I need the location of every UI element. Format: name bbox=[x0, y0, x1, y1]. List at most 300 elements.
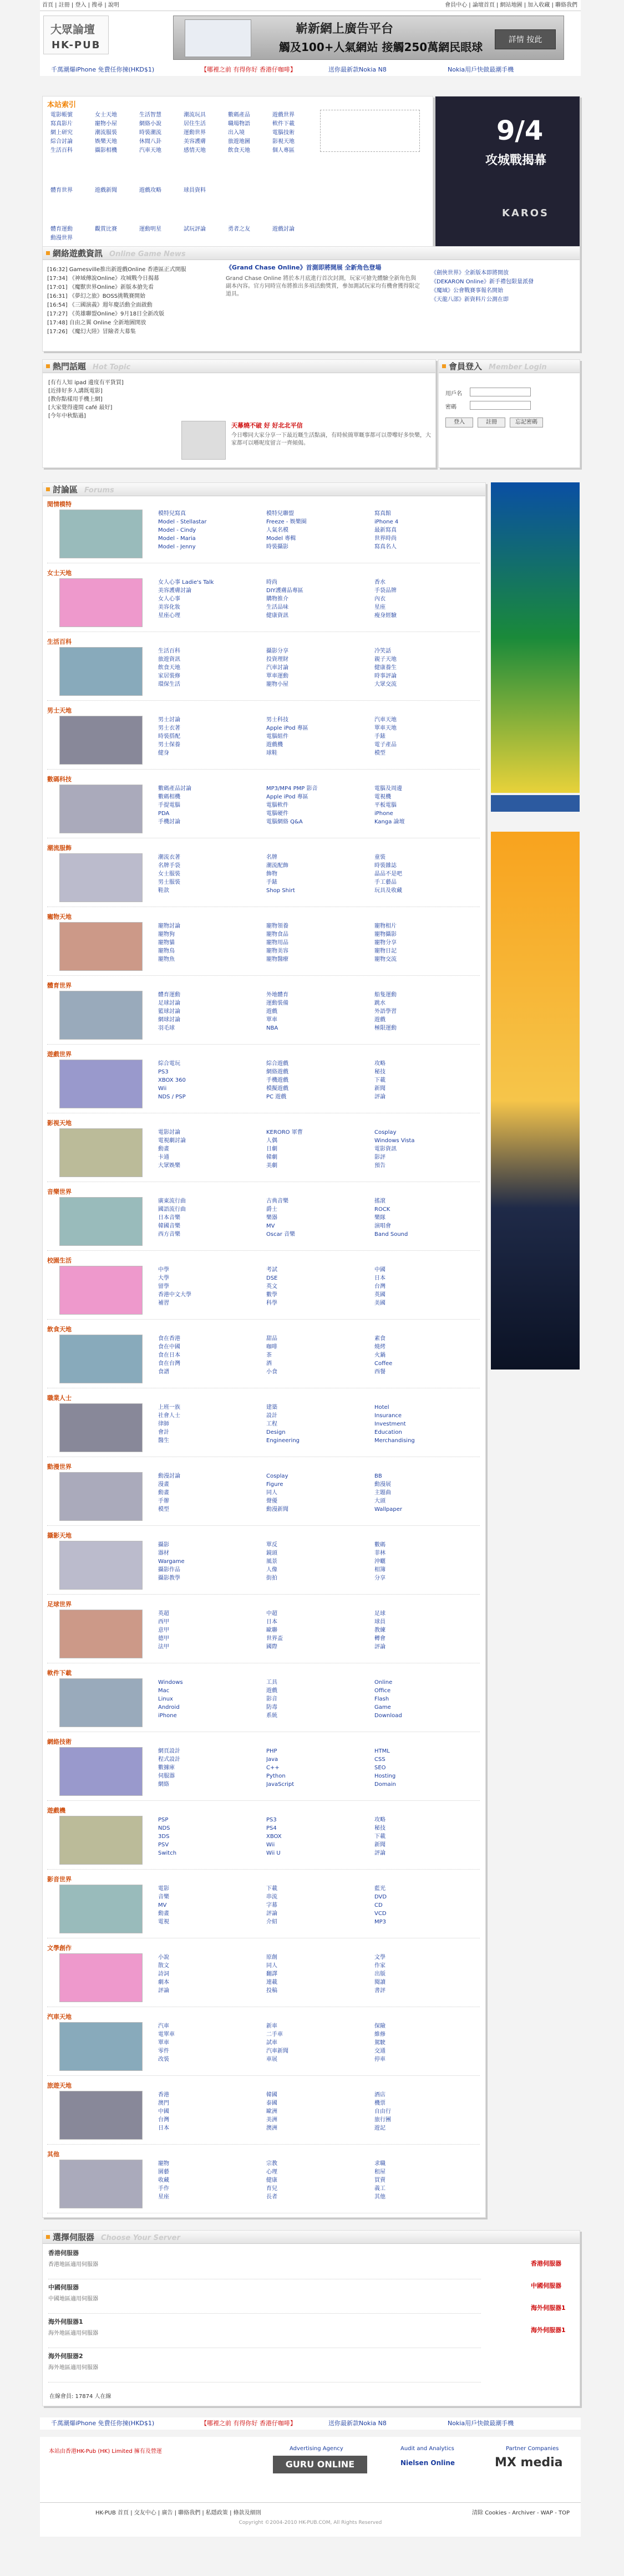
banner-button[interactable]: 詳情 按此 bbox=[495, 29, 556, 49]
forum-link[interactable]: 動畫 bbox=[158, 1490, 169, 1496]
forum-link[interactable]: Wii bbox=[158, 1086, 167, 1092]
forum-link[interactable]: 音樂 bbox=[158, 1894, 169, 1900]
forum-link[interactable]: 意甲 bbox=[158, 1627, 169, 1633]
forum-thumbnail[interactable] bbox=[59, 2160, 143, 2208]
hot-item[interactable]: [大家覺得邊間 café 最好] bbox=[48, 405, 113, 411]
forum-link[interactable]: 英文 bbox=[266, 1284, 277, 1290]
forum-link[interactable]: 韓國音樂 bbox=[158, 1223, 180, 1229]
forum-link[interactable]: 數據庫 bbox=[158, 1765, 175, 1771]
forum-link[interactable]: 英國 bbox=[374, 1292, 385, 1298]
forum-link[interactable]: 求職 bbox=[374, 2161, 385, 2167]
forum-thumbnail[interactable] bbox=[59, 1266, 143, 1315]
forum-link[interactable]: PHP bbox=[266, 1748, 277, 1754]
index-feature-image[interactable] bbox=[320, 110, 420, 152]
forum-link[interactable]: 寵物攝影 bbox=[374, 931, 397, 938]
forum-link[interactable]: 防毒 bbox=[266, 1704, 277, 1710]
forum-link[interactable]: 購物推介 bbox=[266, 596, 288, 602]
forum-link[interactable]: 留學 bbox=[158, 1284, 169, 1290]
forum-thumbnail[interactable] bbox=[59, 1128, 143, 1177]
forum-category-name[interactable]: 飲食天地 bbox=[47, 1326, 72, 1333]
forum-thumbnail[interactable] bbox=[59, 1060, 143, 1108]
promo-link[interactable]: 【哪裡之前 有得你好 香港仔咖啡】 bbox=[201, 66, 296, 73]
forum-link[interactable]: Flash bbox=[374, 1696, 389, 1702]
forum-link[interactable]: 網球討論 bbox=[158, 1017, 180, 1023]
forum-link[interactable]: 電影 bbox=[158, 1886, 169, 1892]
forum-link[interactable]: 文學 bbox=[374, 1954, 385, 1961]
forum-link[interactable]: SEO bbox=[374, 1765, 386, 1771]
forum-link[interactable]: CD bbox=[374, 1902, 383, 1908]
forum-link[interactable]: MV bbox=[266, 1223, 275, 1229]
forum-link[interactable]: 體育運動 bbox=[158, 992, 180, 998]
forum-link[interactable]: 評論 bbox=[374, 1094, 385, 1100]
index-link[interactable]: 攝影相機 bbox=[95, 147, 117, 154]
forum-link[interactable]: 評論 bbox=[374, 1850, 385, 1856]
forum-link[interactable]: 外地體育 bbox=[266, 992, 288, 998]
forum-link[interactable]: 遊戲 bbox=[266, 1688, 277, 1694]
forum-link[interactable]: 散文 bbox=[158, 1963, 169, 1969]
forum-link[interactable]: 會計 bbox=[158, 1429, 169, 1435]
forum-link[interactable]: 主題曲 bbox=[374, 1490, 391, 1496]
forum-link[interactable]: KERORO 軍曹 bbox=[266, 1129, 303, 1136]
forum-link[interactable]: 電影資訊 bbox=[374, 1146, 397, 1152]
forum-link[interactable]: 長者 bbox=[266, 2194, 277, 2200]
forum-link[interactable]: Freeze - 娛樂圈 bbox=[266, 519, 307, 525]
forum-link[interactable]: 美容護膚討論 bbox=[158, 588, 191, 594]
forum-link[interactable]: 建築 bbox=[266, 1404, 277, 1411]
forum-link[interactable]: 模擬遊戲 bbox=[266, 1086, 288, 1092]
forum-link[interactable]: 香水 bbox=[374, 579, 385, 586]
forum-link[interactable]: 綜合遊戲 bbox=[266, 1061, 288, 1067]
forum-thumbnail[interactable] bbox=[59, 853, 143, 902]
forum-link[interactable]: 美國 bbox=[374, 1300, 385, 1306]
forum-category-name[interactable]: 攝影天地 bbox=[47, 1532, 72, 1539]
forum-category-name[interactable]: 遊戲機 bbox=[47, 1807, 65, 1814]
forum-link[interactable]: 香港中文大學 bbox=[158, 1292, 191, 1298]
forum-link[interactable]: Shop Shirt bbox=[266, 888, 295, 894]
forum-link[interactable]: Apple iPod 專區 bbox=[266, 794, 308, 800]
forum-link[interactable]: Insurance bbox=[374, 1413, 402, 1419]
news-item[interactable]: [16:32] Gamesville推出新遊戲Online 香港區正式開服 bbox=[47, 267, 186, 273]
forum-link[interactable]: 寵物領養 bbox=[266, 923, 288, 929]
forum-link[interactable]: 設計 bbox=[266, 1413, 277, 1419]
forum-category-name[interactable]: 影視天地 bbox=[47, 1119, 72, 1127]
forum-thumbnail[interactable] bbox=[59, 785, 143, 833]
index-sub2-link[interactable]: 體育運動 bbox=[50, 226, 73, 232]
index-link[interactable]: 娛樂天地 bbox=[95, 139, 117, 145]
forum-link[interactable]: 外語學習 bbox=[374, 1009, 397, 1015]
forum-link[interactable]: 電影討論 bbox=[158, 1129, 180, 1136]
forum-link[interactable]: 聲優 bbox=[266, 1498, 277, 1504]
index-link[interactable]: 軟件下載 bbox=[272, 121, 295, 127]
top-nav-right[interactable]: 會員中心 | 論壇首頁 | 網站地圖 | 加入收藏 | 聯絡我們 bbox=[445, 2, 577, 8]
forum-link[interactable]: 手機討論 bbox=[158, 819, 180, 825]
forum-link[interactable]: ROCK bbox=[374, 1206, 390, 1213]
forum-link[interactable]: 程式設計 bbox=[158, 1757, 180, 1763]
forum-link[interactable]: 男士保養 bbox=[158, 742, 180, 748]
server-label[interactable]: 海外伺服器1 bbox=[531, 2326, 566, 2334]
forum-link[interactable]: Domain bbox=[374, 1781, 396, 1788]
forum-link[interactable]: 投稿 bbox=[266, 1988, 277, 1994]
forum-link[interactable]: 時裝攝影 bbox=[266, 544, 288, 550]
forum-link[interactable]: 社會人士 bbox=[158, 1413, 180, 1419]
forum-thumbnail[interactable] bbox=[59, 1816, 143, 1865]
forum-link[interactable]: 手機遊戲 bbox=[266, 1077, 288, 1083]
forum-link[interactable]: 數碼相機 bbox=[158, 794, 180, 800]
forum-link[interactable]: Model - Jenny bbox=[158, 544, 196, 550]
forum-link[interactable]: 預告 bbox=[374, 1163, 385, 1169]
index-link[interactable]: 飲食天地 bbox=[228, 147, 250, 154]
forum-link[interactable]: 大學 bbox=[158, 1275, 169, 1281]
forum-link[interactable]: 寵物小屋 bbox=[266, 681, 288, 688]
forum-link[interactable]: 影評 bbox=[374, 1154, 385, 1160]
forum-link[interactable]: 運動裝備 bbox=[266, 1000, 288, 1006]
index-link[interactable]: 生活百科 bbox=[50, 147, 73, 154]
forum-link[interactable]: Wargame bbox=[158, 1559, 185, 1565]
forum-link[interactable]: 相簿 bbox=[374, 1567, 385, 1573]
forum-link[interactable]: 足球討論 bbox=[158, 1000, 180, 1006]
forum-link[interactable]: 寵物美容 bbox=[266, 948, 288, 954]
forum-link[interactable]: Java bbox=[266, 1757, 278, 1763]
forum-link[interactable]: Python bbox=[266, 1773, 286, 1779]
forum-link[interactable]: 台灣 bbox=[374, 1284, 385, 1290]
forum-link[interactable]: 寫真館 bbox=[374, 511, 391, 517]
forum-link[interactable]: 世界時尚 bbox=[374, 536, 397, 542]
forum-link[interactable]: 羽毛球 bbox=[158, 1025, 175, 1031]
forum-thumbnail[interactable] bbox=[59, 1747, 143, 1796]
forum-thumbnail[interactable] bbox=[59, 1678, 143, 1727]
forum-link[interactable]: 單車 bbox=[158, 2040, 169, 2046]
forum-link[interactable]: 球員 bbox=[374, 1619, 385, 1625]
forum-link[interactable]: 健身 bbox=[158, 750, 169, 756]
forum-link[interactable]: PS4 bbox=[266, 1825, 277, 1831]
forum-link[interactable]: PSV bbox=[158, 1842, 169, 1848]
forum-link[interactable]: 大眾娛樂 bbox=[158, 1163, 180, 1169]
promo-link[interactable]: 送你最新款Nokia N8 bbox=[328, 66, 387, 73]
forum-link[interactable]: iPhone 4 bbox=[374, 519, 399, 525]
forum-link[interactable]: 上班一族 bbox=[158, 1404, 180, 1411]
forum-link[interactable]: 單車 bbox=[266, 1017, 277, 1023]
forum-link[interactable]: 美容化妝 bbox=[158, 604, 180, 610]
news-item[interactable]: [17:26] 《魔幻大陸》冒險者大募集 bbox=[47, 329, 136, 335]
forum-link[interactable]: 電腦網絡 Q&A bbox=[266, 819, 303, 825]
forum-link[interactable]: 素食 bbox=[374, 1336, 385, 1342]
forum-link[interactable]: 歐洲 bbox=[266, 2109, 277, 2115]
forum-link[interactable]: 寵物日記 bbox=[374, 948, 397, 954]
forum-link[interactable]: 英超 bbox=[158, 1611, 169, 1617]
game-ad[interactable] bbox=[435, 96, 580, 262]
forum-link[interactable]: 3DS bbox=[158, 1834, 170, 1840]
forum-category-name[interactable]: 文學創作 bbox=[47, 1944, 72, 1952]
forum-link[interactable]: 生活百科 bbox=[158, 648, 180, 654]
forum-link[interactable]: 台灣 bbox=[158, 2117, 169, 2123]
index-link[interactable]: 寵物小屋 bbox=[95, 121, 117, 127]
forum-link[interactable]: 電子產品 bbox=[374, 742, 397, 748]
forum-link[interactable]: 沖曬 bbox=[374, 1559, 385, 1565]
forum-link[interactable]: 男士科技 bbox=[266, 717, 288, 723]
forum-category-name[interactable]: 閒情模特 bbox=[47, 501, 72, 508]
forum-link[interactable]: 人像 bbox=[266, 1567, 277, 1573]
forum-link[interactable]: 街拍 bbox=[266, 1575, 277, 1581]
forum-link[interactable]: 西餐 bbox=[374, 1369, 385, 1375]
forum-link[interactable]: PS3 bbox=[158, 1069, 169, 1075]
forum-link[interactable]: 生活品味 bbox=[266, 604, 288, 610]
forum-link[interactable]: 寵物醫療 bbox=[266, 956, 288, 963]
forum-link[interactable]: 小食 bbox=[266, 1369, 277, 1375]
forum-link[interactable]: 日本 bbox=[266, 1619, 277, 1625]
forum-link[interactable]: HTML bbox=[374, 1748, 390, 1754]
index-link[interactable]: 職場物語 bbox=[228, 121, 250, 127]
forum-link[interactable]: XBOX 360 bbox=[158, 1077, 186, 1083]
forum-link[interactable]: 中國 bbox=[158, 2109, 169, 2115]
forum-link[interactable]: 寵物用品 bbox=[266, 940, 288, 946]
forum-link[interactable]: PSP bbox=[158, 1817, 169, 1823]
forum-link[interactable]: Android bbox=[158, 1704, 180, 1710]
forum-link[interactable]: Oscar 音樂 bbox=[266, 1231, 295, 1238]
index-link[interactable]: 寫真影片 bbox=[50, 121, 73, 127]
news-right-item[interactable]: 《劍俠世界》全新版本即將開放 bbox=[431, 270, 509, 276]
forum-link[interactable]: 書評 bbox=[374, 1988, 385, 1994]
forum-link[interactable]: MP3/MP4 PMP 影音 bbox=[266, 786, 318, 792]
forum-thumbnail[interactable] bbox=[59, 1953, 143, 2002]
forum-link[interactable]: PDA bbox=[158, 811, 170, 817]
forum-link[interactable]: NBA bbox=[266, 1025, 278, 1031]
forum-link[interactable]: 零件 bbox=[158, 2048, 169, 2054]
forum-link[interactable]: 電腦軟件 bbox=[266, 802, 288, 808]
forum-link[interactable]: Model 專輯 bbox=[266, 536, 296, 542]
forum-link[interactable]: Online bbox=[374, 1679, 393, 1686]
index-link[interactable]: 旅遊地圖 bbox=[228, 139, 250, 145]
forum-link[interactable]: 樂隊 bbox=[374, 1215, 385, 1221]
forum-link[interactable]: VCD bbox=[374, 1911, 387, 1917]
forum-link[interactable]: 網絡遊戲 bbox=[266, 1069, 288, 1075]
forum-link[interactable]: 電腦硬件 bbox=[266, 811, 288, 817]
forum-link[interactable]: 手工藝品 bbox=[374, 879, 397, 885]
forum-link[interactable]: 茶 bbox=[266, 1352, 272, 1358]
forum-link[interactable]: 大頭 bbox=[374, 1498, 385, 1504]
forum-link[interactable]: PS3 bbox=[266, 1817, 277, 1823]
index-sub2-link[interactable]: 觀賞比賽 bbox=[95, 226, 117, 232]
forum-link[interactable]: 新聞 bbox=[374, 1086, 385, 1092]
forum-thumbnail[interactable] bbox=[59, 991, 143, 1040]
forum-link[interactable]: 寵物 bbox=[158, 2161, 169, 2167]
forum-link[interactable]: 攝影教學 bbox=[158, 1575, 180, 1581]
forum-link[interactable]: Kanga 論壇 bbox=[374, 819, 405, 825]
forum-link[interactable]: 人氣名模 bbox=[266, 527, 288, 533]
forum-link[interactable]: 秘技 bbox=[374, 1069, 385, 1075]
forum-link[interactable]: 收藏 bbox=[158, 2177, 169, 2183]
forum-link[interactable]: 模特兒聯盟 bbox=[266, 511, 294, 517]
forum-link[interactable]: 轉會 bbox=[374, 1636, 385, 1642]
forum-link[interactable]: 澳門 bbox=[158, 2100, 169, 2106]
forum-link[interactable]: 串流 bbox=[266, 1894, 277, 1900]
index-link[interactable]: 居住生活 bbox=[184, 121, 206, 127]
index-link[interactable]: 出入境 bbox=[228, 130, 245, 136]
forum-thumbnail[interactable] bbox=[59, 922, 143, 971]
forum-link[interactable]: 閱讀 bbox=[374, 1979, 385, 1986]
forum-link[interactable]: 船隻運動 bbox=[374, 992, 397, 998]
forum-link[interactable]: 宗教 bbox=[266, 2161, 277, 2167]
forum-link[interactable]: 火鍋 bbox=[374, 1352, 385, 1358]
forum-link[interactable]: 網頁設計 bbox=[158, 1748, 180, 1754]
forum-link[interactable]: 下載 bbox=[374, 1834, 385, 1840]
forum-thumbnail[interactable] bbox=[59, 578, 143, 627]
server-label[interactable]: 香港伺服器 bbox=[531, 2260, 561, 2267]
index-link[interactable]: 女士天地 bbox=[95, 112, 117, 118]
forum-link[interactable]: Linux bbox=[158, 1696, 173, 1702]
forum-link[interactable]: MP3 bbox=[374, 1919, 387, 1925]
forum-link[interactable]: 籃球討論 bbox=[158, 1009, 180, 1015]
forum-category-name[interactable]: 動漫世界 bbox=[47, 1463, 72, 1470]
forum-category-name[interactable]: 軟件下載 bbox=[47, 1669, 72, 1677]
forum-link[interactable]: 足球 bbox=[374, 1611, 385, 1617]
register-button[interactable]: 註冊 bbox=[478, 418, 505, 427]
forum-link[interactable]: 詩詞 bbox=[158, 1971, 169, 1977]
forum-thumbnail[interactable] bbox=[59, 1541, 143, 1590]
forum-link[interactable]: 美洲 bbox=[266, 2117, 277, 2123]
forum-thumbnail[interactable] bbox=[59, 2091, 143, 2140]
forum-link[interactable]: 遊記 bbox=[374, 2125, 385, 2131]
forum-category-name[interactable]: 音樂世界 bbox=[47, 1188, 72, 1195]
login-button[interactable]: 登入 bbox=[445, 418, 473, 427]
index-link[interactable]: 電影帳號 bbox=[50, 112, 73, 118]
forum-link[interactable]: 平板電腦 bbox=[374, 802, 397, 808]
site-logo[interactable] bbox=[43, 16, 109, 54]
forum-category-name[interactable]: 體育世界 bbox=[47, 982, 72, 989]
forum-link[interactable]: 中國 bbox=[374, 1267, 385, 1273]
forum-link[interactable]: 汽車討論 bbox=[266, 665, 288, 671]
news-right-item[interactable]: 《魔域》公會戰賽事報名開始 bbox=[431, 288, 503, 294]
password-input[interactable] bbox=[470, 401, 531, 410]
forum-link[interactable]: JavaScript bbox=[266, 1781, 295, 1788]
forum-link[interactable]: DVD bbox=[374, 1894, 387, 1900]
index-sub-link[interactable]: 體育世界 bbox=[50, 187, 73, 194]
forum-link[interactable]: 星座 bbox=[374, 604, 385, 610]
forum-category-name[interactable]: 職業人士 bbox=[47, 1394, 72, 1402]
forum-link[interactable]: PC 遊戲 bbox=[266, 1094, 287, 1100]
forum-link[interactable]: 時尚 bbox=[266, 579, 277, 586]
forum-link[interactable]: 韓劇 bbox=[266, 1154, 277, 1160]
forum-link[interactable]: 世界盃 bbox=[266, 1636, 283, 1642]
forum-link[interactable]: 劇本 bbox=[158, 1979, 169, 1986]
forum-link[interactable]: 搖滾 bbox=[374, 1198, 385, 1204]
forum-link[interactable]: 手錶 bbox=[266, 879, 277, 885]
forum-link[interactable]: 潮流配飾 bbox=[266, 863, 288, 869]
forum-link[interactable]: 同人 bbox=[266, 1963, 277, 1969]
forum-link[interactable]: 國語流行曲 bbox=[158, 1206, 186, 1213]
forum-link[interactable]: 韓國 bbox=[266, 2092, 277, 2098]
forum-link[interactable]: 香港 bbox=[158, 2092, 169, 2098]
forum-link[interactable]: 評論 bbox=[158, 1988, 169, 1994]
forum-link[interactable]: 買賣 bbox=[374, 2177, 385, 2183]
forum-link[interactable]: 家居裝修 bbox=[158, 673, 180, 679]
forum-link[interactable]: 內衣 bbox=[374, 596, 385, 602]
forum-link[interactable]: 考試 bbox=[266, 1267, 277, 1273]
forum-link[interactable]: 食譜 bbox=[158, 1369, 169, 1375]
forum-link[interactable]: Education bbox=[374, 1429, 402, 1435]
forum-link[interactable]: 維修 bbox=[374, 2032, 385, 2038]
forum-link[interactable]: 電視機 bbox=[374, 794, 391, 800]
forum-link[interactable]: 工具 bbox=[266, 1679, 277, 1686]
forum-link[interactable]: iPhone bbox=[158, 1713, 177, 1719]
forum-link[interactable]: 國際 bbox=[266, 1644, 277, 1650]
forum-link[interactable]: Cosplay bbox=[266, 1473, 288, 1479]
index-link[interactable]: 潮流服裝 bbox=[95, 130, 117, 136]
forum-link[interactable]: 手提電腦 bbox=[158, 802, 180, 808]
forum-link[interactable]: 二手車 bbox=[266, 2032, 283, 2038]
forum-link[interactable]: Coffee bbox=[374, 1361, 393, 1367]
forum-link[interactable]: 下載 bbox=[266, 1886, 277, 1892]
forum-link[interactable]: 女人心事 bbox=[158, 596, 180, 602]
forum-link[interactable]: Wallpaper bbox=[374, 1506, 403, 1513]
forum-link[interactable]: 攻略 bbox=[374, 1817, 385, 1823]
forum-thumbnail[interactable] bbox=[59, 1610, 143, 1658]
news-item[interactable]: [16:54] 《三國演義》週年慶活動全面啟動 bbox=[47, 302, 153, 308]
hot-item[interactable]: [近排好多人講既電影] bbox=[48, 388, 103, 394]
forum-link[interactable]: 旅行團 bbox=[374, 2117, 391, 2123]
top-nav-left[interactable]: 首頁 | 註冊 | 登入 | 搜尋 | 說明 bbox=[42, 2, 119, 8]
news-right-item[interactable]: 《天龍八部》新資料片公測在即 bbox=[431, 297, 509, 303]
forum-link[interactable]: 德甲 bbox=[158, 1636, 169, 1642]
forum-link[interactable]: 手錶 bbox=[374, 734, 385, 740]
forum-link[interactable]: 時裝雜誌 bbox=[374, 863, 397, 869]
promo-link[interactable]: Nokia用戶快做最潮手機 bbox=[448, 66, 514, 73]
forum-thumbnail[interactable] bbox=[59, 1885, 143, 1933]
forum-link[interactable]: Game bbox=[374, 1704, 391, 1710]
forum-link[interactable]: 單車運動 bbox=[266, 673, 288, 679]
forum-link[interactable]: 數碼產品討論 bbox=[158, 786, 191, 792]
forum-thumbnail[interactable] bbox=[59, 647, 143, 696]
forum-link[interactable]: 爵士 bbox=[266, 1206, 277, 1213]
forum-link[interactable]: 中超 bbox=[266, 1611, 277, 1617]
forum-link[interactable]: 單車天地 bbox=[374, 725, 397, 731]
forum-link[interactable]: 飾物 bbox=[266, 871, 277, 877]
forum-link[interactable]: 健康 bbox=[266, 2177, 277, 2183]
forum-link[interactable]: 健康資訊 bbox=[266, 613, 288, 619]
forum-link[interactable]: 遊戲 bbox=[374, 1017, 385, 1023]
news-item[interactable]: [16:31] 《夢幻之旅》BOSS挑戰賽開始 bbox=[47, 293, 146, 299]
forum-link[interactable]: 動畫 bbox=[158, 1911, 169, 1917]
forum-link[interactable]: 改裝 bbox=[158, 2056, 169, 2063]
index-link[interactable]: 美容護膚 bbox=[184, 139, 206, 145]
hot-feature-title[interactable]: 天幕燒不破 好 好北北平信 bbox=[231, 422, 303, 429]
forum-link[interactable]: 時事評論 bbox=[374, 673, 397, 679]
forum-link[interactable]: 交通 bbox=[374, 2048, 385, 2054]
news-feature-title[interactable]: 《Grand Chase Online》首測即將開展 全新角色登場 bbox=[226, 264, 382, 271]
forum-link[interactable]: 動漫討論 bbox=[158, 1473, 180, 1479]
forum-link[interactable]: 網絡 bbox=[158, 1781, 169, 1788]
forum-link[interactable]: 醫生 bbox=[158, 1438, 169, 1444]
forum-link[interactable]: 手袋品牌 bbox=[374, 588, 397, 594]
forum-link[interactable]: 車展 bbox=[266, 2056, 277, 2063]
forum-link[interactable]: 心理 bbox=[266, 2169, 277, 2175]
forum-link[interactable]: 寵物相片 bbox=[374, 923, 397, 929]
index-sub2-link[interactable]: 動漫世界 bbox=[50, 235, 73, 241]
promo-link[interactable]: 千萬潮爆iPhone 免費任你揀(HKD$1) bbox=[51, 2420, 155, 2427]
forum-link[interactable]: 樂器 bbox=[266, 1215, 277, 1221]
forum-link[interactable]: XBOX bbox=[266, 1834, 282, 1840]
forum-thumbnail[interactable] bbox=[59, 1335, 143, 1383]
forum-link[interactable]: 咖啡 bbox=[266, 1344, 277, 1350]
forum-category-name[interactable]: 其他 bbox=[47, 2151, 59, 2158]
footer-ad-logo[interactable]: GURU ONLINE bbox=[273, 2456, 367, 2473]
forum-link[interactable]: 日本 bbox=[158, 2125, 169, 2131]
forum-link[interactable]: 育兒 bbox=[266, 2186, 277, 2192]
forum-link[interactable]: 停車 bbox=[374, 2056, 385, 2063]
forum-link[interactable]: NDS / PSP bbox=[158, 1094, 186, 1100]
forum-link[interactable]: 健康養生 bbox=[374, 665, 397, 671]
forum-link[interactable]: 最新寫真 bbox=[374, 527, 397, 533]
forum-link[interactable]: 寵物分享 bbox=[374, 940, 397, 946]
